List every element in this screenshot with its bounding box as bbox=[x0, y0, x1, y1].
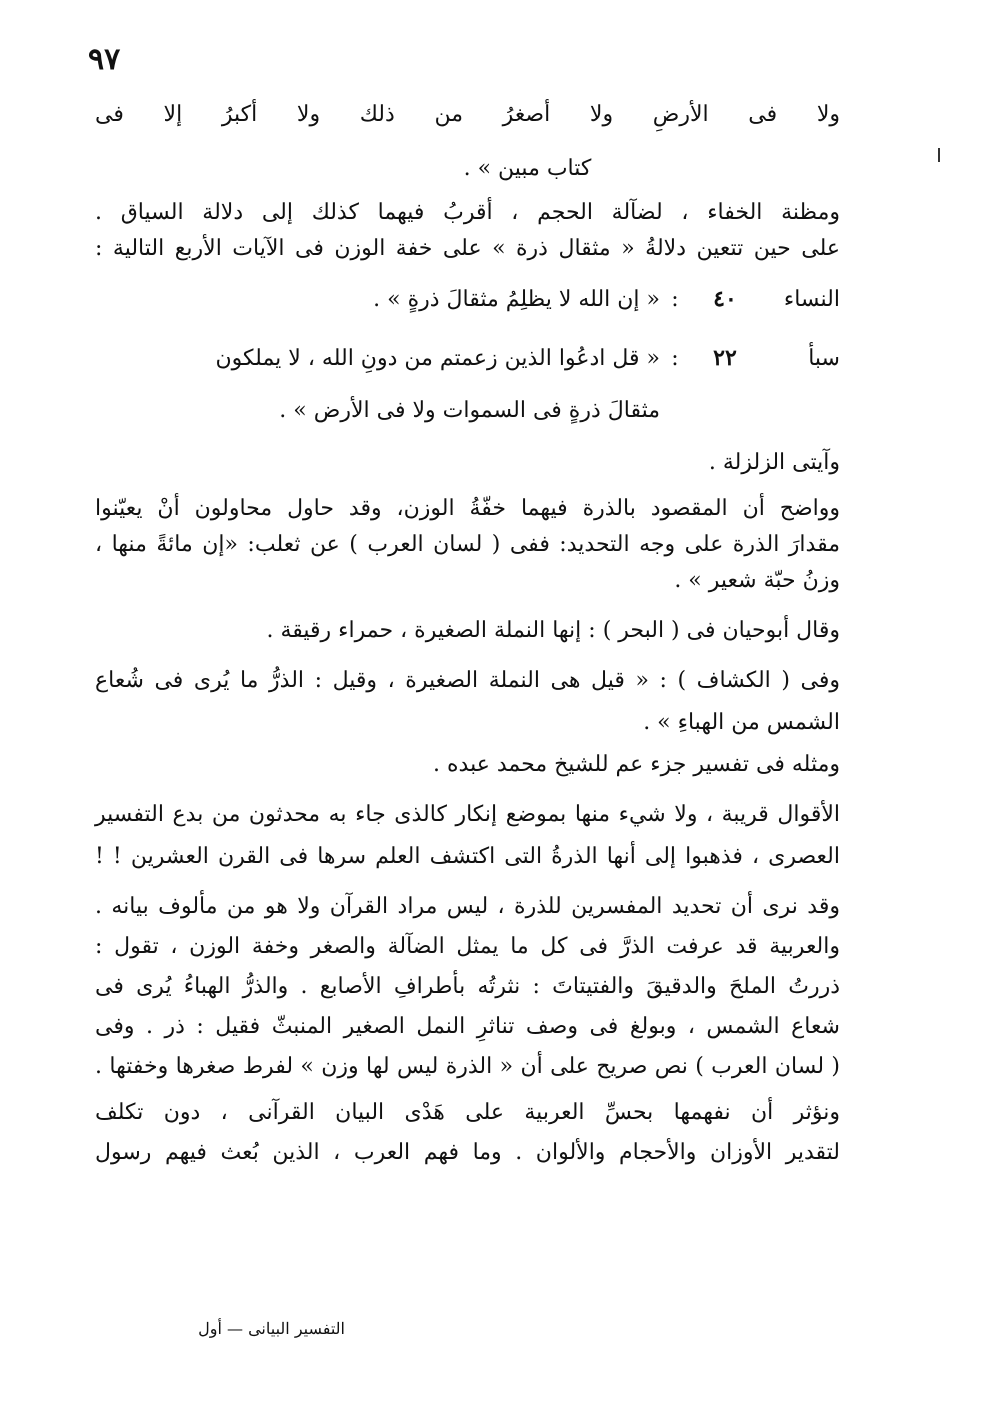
text-line: لتقدير الأوزان والأحجام والألوان . وما فهم العرب ، الذين بُعث فيهم رسول bbox=[95, 1140, 840, 1165]
text-line: ( لسان العرب ) نص صريح على أن « الذرة ليس لها وزن » لفرط صغرها وخفتها . bbox=[95, 1054, 840, 1079]
text-line: وآيتى الزلزلة . bbox=[708, 450, 840, 475]
text-line: ذررتُ الملحَ والدقيقَ والفتيتاتَ : نثرتُه بأطرافِ الأصابع . والذرُّ الهباءُ يُرى فى bbox=[95, 974, 840, 999]
colon-separator: : bbox=[671, 346, 679, 371]
text-line: ومثله فى تفسير جزء عم للشيخ محمد عبده . bbox=[433, 752, 840, 777]
text-line: الشمس من الهباءِ » . bbox=[643, 710, 840, 735]
verse-number: ٢٢ bbox=[713, 345, 737, 371]
text-line: وزنُ حبّة شعير » . bbox=[674, 568, 840, 593]
text-line: ومظنة الخفاء ، لضآلة الحجم ، أقربُ فيهما كذلك إلى دلالة السياق . bbox=[95, 200, 840, 225]
text-line: وواضح أن المقصود بالذرة فيهما خفّةُ الوزن، وقد حاول محاولون أنْ يعيّنوا bbox=[95, 496, 841, 521]
text-line: ولا فى الأرضِ ولا أصغرُ من ذلك ولا أكبرُ إلا فى bbox=[95, 102, 840, 127]
text-line: شعاع الشمس ، وبولغ فى وصف تناثرِ النمل الصغير المنبثّ فقيل : ذر . وفى bbox=[95, 1014, 840, 1039]
text-line: وقال أبوحيان فى ( البحر ) : إنها النملة الصغيرة ، حمراء رقيقة . bbox=[266, 618, 840, 643]
quote-source: النساء bbox=[783, 287, 840, 312]
text-line: مقدارَ الذرة على وجه التحديد: ففى ( لسان العرب ) عن ثعلب: «إن مائةً منها ، bbox=[95, 532, 840, 557]
verse-text: « قل ادعُوا الذين زعمتم من دونِ الله ، لا يملكون bbox=[215, 346, 660, 371]
text-line: مثقالَ ذرةٍ فى السموات ولا فى الأرض » . bbox=[279, 398, 660, 423]
text-line: كتاب مبين » . bbox=[463, 156, 592, 181]
colon-separator: : bbox=[671, 287, 679, 312]
page-body bbox=[95, 88, 840, 1168]
text-line: وقد نرى أن تحديد المفسرين للذرة ، ليس مراد القرآن ولا هو من مألوف بيانه . bbox=[95, 894, 840, 919]
quote-row bbox=[95, 284, 840, 315]
text-line: العصرى ، فذهبوا إلى أنها الذرةُ التى اكتشف العلم سرها فى القرن العشرين ! ! bbox=[95, 844, 840, 869]
verse-number: ٤٠ bbox=[713, 286, 737, 312]
text-line: ونؤثر أن نفهمها بحسِّ العربية على هَدْى البيان القرآنى ، دون تكلف bbox=[95, 1100, 840, 1125]
quote-source: سبأ bbox=[808, 346, 840, 371]
running-footer: التفسير البيانى — أول bbox=[198, 1319, 345, 1338]
verse-text: « إن الله لا يظلِمُ مثقالَ ذرةٍ » . bbox=[373, 287, 660, 312]
quote-row bbox=[95, 343, 840, 374]
margin-mark bbox=[938, 148, 940, 162]
text-line: وفى ( الكشاف ) : « قيل هى النملة الصغيرة ، وقيل : الذرُّ ما يُرى فى شُعاع bbox=[95, 668, 840, 693]
text-line: الأقوال قريبة ، ولا شيء منها بموضع إنكار كالذى جاء به محدثون من بدع التفسير bbox=[95, 802, 840, 827]
page-number: ٩٧ bbox=[88, 42, 121, 77]
text-line: على حين تتعين دلالةُ « مثقال ذرة » على خفة الوزن فى الآيات الأربع التالية : bbox=[95, 236, 840, 261]
text-line: والعربية قد عرفت الذرَّ فى كل ما يمثل الضآلة والصغر وخفة الوزن ، تقول : bbox=[95, 934, 840, 959]
